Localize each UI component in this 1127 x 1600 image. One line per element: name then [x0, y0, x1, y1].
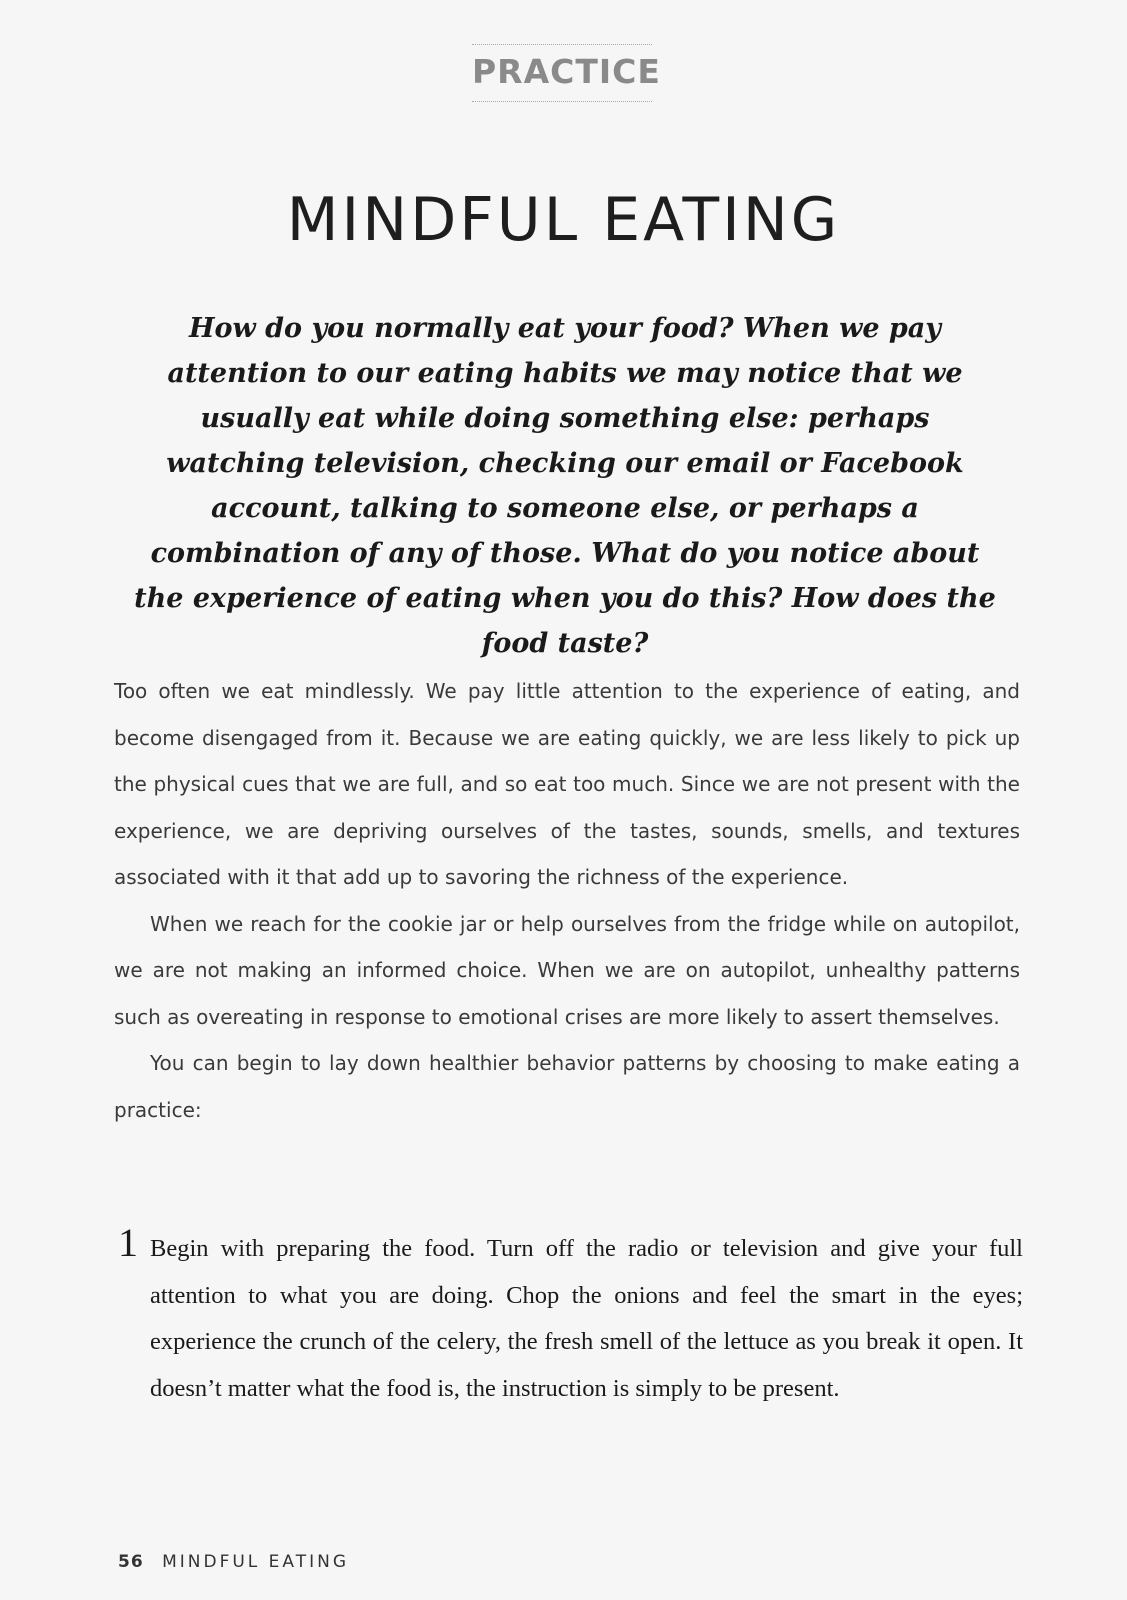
page-footer [118, 1552, 349, 1572]
page-number: 56 [118, 1552, 144, 1572]
body-paragraph: Too often we eat mindlessly. We pay little attention to the experience of eating, and become disengaged from it. Because we are eating quickly, we are less likely to pick up the physical cues that we are full, and so eat too much. Since we are not present with the experience, we are depriving ourselves of the tastes, sounds, smells, and textures associated with it that add up to savoring the richness of the experience. [114, 679, 1020, 889]
page-title: MINDFUL EATING [286, 185, 841, 255]
body-paragraph: When we reach for the cookie jar or help ourselves from the fridge while on autopilot, we are not making an informed choice. When we are on autopilot, unhealthy patterns such as overeating in response to emotional crises are more likely to assert themselves. [114, 911, 1020, 1029]
step-item [118, 1220, 1023, 1412]
section-label: PRACTICE [472, 44, 652, 102]
intro-paragraph: How do you normally eat your food? When we pay attention to our eating habits we may notice that we usually eat while doing something else: perhaps watching television, checking our email or Facebook account, talking to someone else, or perhaps a combination of any of those. What do you notice about the experience of eating when you do this? How does the food taste? [134, 313, 996, 659]
body-text [114, 668, 1020, 1133]
step-number: 1 [118, 1220, 138, 1265]
body-paragraph: You can begin to lay down healthier behavior patterns by choosing to make eating a practice: [114, 1051, 1020, 1122]
running-title: MINDFUL EATING [162, 1552, 350, 1572]
step-text: Begin with preparing the food. Turn off the radio or television and give your full attention to what you are doing. Chop the onions and feel the smart in the eyes; experience the crunch of the celery, the fresh smell of the lettuce as you break it open. It doesn’t matter what the food is, the instruction is simply to be present. [150, 1235, 1023, 1402]
